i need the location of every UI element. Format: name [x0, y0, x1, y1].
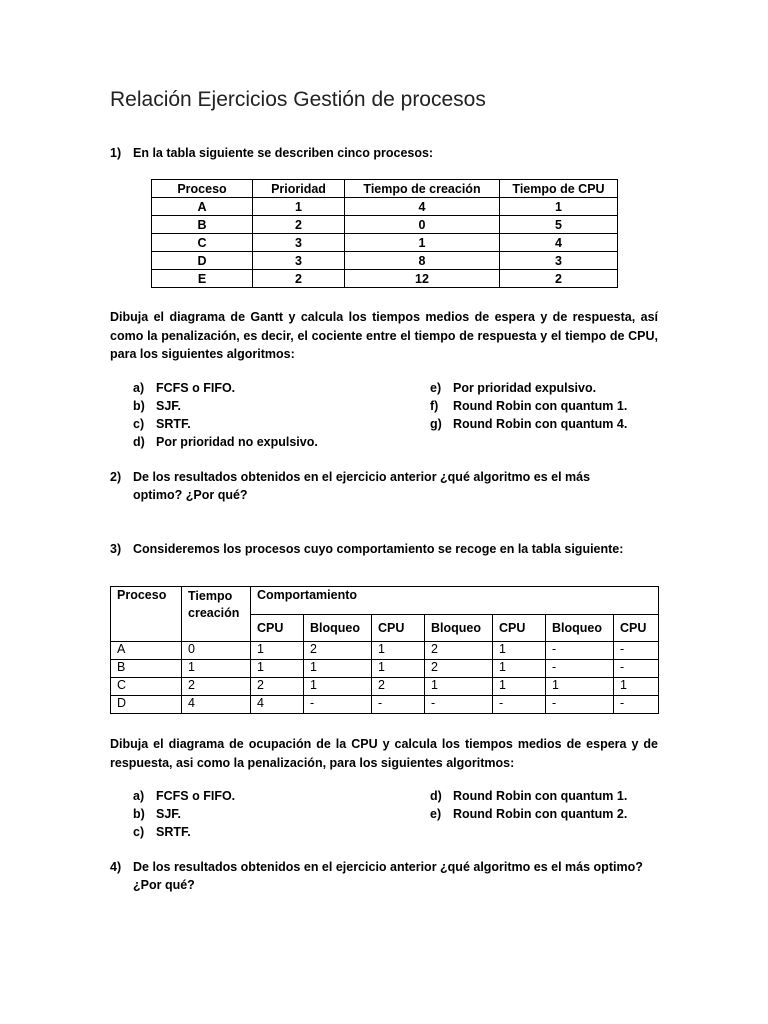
- table-cell: 4: [182, 696, 251, 714]
- question-4: [110, 858, 680, 894]
- table-cell: 3: [253, 234, 345, 252]
- header-cell: Tiempo de CPU: [500, 180, 618, 198]
- question-number: 2): [110, 470, 122, 484]
- header-cell-tiempo-creacion: [182, 587, 251, 642]
- list-text: Round Robin con quantum 1.: [453, 399, 628, 413]
- question-text: Consideremos los procesos cuyo comportamiento se recoge en la tabla siguiente:: [133, 542, 624, 556]
- list-label: g): [430, 417, 442, 431]
- question-1-instructions: Dibuja el diagrama de Gantt y calcula los tiempos medios de espera y de respuesta, así como la penalización, es decir, el cociente entre el tiempo de respuesta y el tiempo de CPU, para los siguientes algoritmos:: [110, 310, 658, 361]
- table-row: [152, 270, 618, 288]
- header-text: Tiempo: [188, 589, 233, 603]
- list-text: SRTF.: [156, 417, 191, 431]
- table-cell: 2: [182, 678, 251, 696]
- table-cell: -: [614, 642, 659, 660]
- list-label: f): [430, 399, 439, 413]
- table-cell: D: [152, 252, 253, 270]
- list-label: c): [133, 417, 145, 431]
- table-cell: 2: [372, 678, 425, 696]
- table-cell: 1: [425, 678, 493, 696]
- list-text: SRTF.: [156, 825, 191, 839]
- header-cell: CPU: [614, 615, 659, 642]
- table-cell: 1: [372, 660, 425, 678]
- table-row: [152, 216, 618, 234]
- question-number: 3): [110, 542, 122, 556]
- table-row: [111, 696, 659, 714]
- table-cell: 2: [253, 270, 345, 288]
- table-cell: 1: [304, 660, 372, 678]
- list-label: e): [430, 381, 442, 395]
- header-cell: Bloqueo: [546, 615, 614, 642]
- table-cell: -: [546, 642, 614, 660]
- header-cell: CPU: [372, 615, 425, 642]
- table-cell: -: [546, 696, 614, 714]
- question-1: [110, 144, 670, 162]
- table-cell: -: [425, 696, 493, 714]
- list-text: FCFS o FIFO.: [156, 789, 236, 803]
- header-cell: Bloqueo: [425, 615, 493, 642]
- list-text: Round Robin con quantum 1.: [453, 789, 628, 803]
- table-cell: 1: [345, 234, 500, 252]
- list-text: Por prioridad no expulsivo.: [156, 435, 318, 449]
- table-row: [111, 660, 659, 678]
- table-cell: 0: [345, 216, 500, 234]
- table-cell: -: [372, 696, 425, 714]
- header-cell: Tiempo de creación: [345, 180, 500, 198]
- header-cell: Proceso: [111, 587, 182, 642]
- header-cell: Prioridad: [253, 180, 345, 198]
- table-cell: 3: [253, 252, 345, 270]
- table-cell: 1: [253, 198, 345, 216]
- page-title: Relación Ejercicios Gestión de procesos: [110, 88, 486, 111]
- table-cell: 2: [251, 678, 304, 696]
- table-cell: 2: [304, 642, 372, 660]
- list-label: b): [133, 399, 145, 413]
- table-cell: A: [152, 198, 253, 216]
- question-number: 1): [110, 146, 122, 160]
- list-text: Por prioridad expulsivo.: [453, 381, 597, 395]
- table-cell: 1: [493, 660, 546, 678]
- table-cell: 2: [253, 216, 345, 234]
- list-text: SJF.: [156, 399, 182, 413]
- table-row: [152, 234, 618, 252]
- table-cell: 8: [345, 252, 500, 270]
- list-text: Round Robin con quantum 4.: [453, 417, 628, 431]
- table-cell: 1: [493, 678, 546, 696]
- table-cell: 4: [251, 696, 304, 714]
- table-cell: 1: [372, 642, 425, 660]
- table-row: [152, 198, 618, 216]
- list-text: SJF.: [156, 807, 182, 821]
- table-row: [152, 252, 618, 270]
- table-cell: 1: [614, 678, 659, 696]
- table-cell: 2: [425, 660, 493, 678]
- behaviour-table: [110, 586, 659, 714]
- table-cell: -: [546, 660, 614, 678]
- list-label: d): [430, 789, 442, 803]
- table-cell: 3: [500, 252, 618, 270]
- table-cell: 1: [500, 198, 618, 216]
- header-cell: Proceso: [152, 180, 253, 198]
- list-label: e): [430, 807, 442, 821]
- question-3: [110, 540, 670, 558]
- table-cell: 5: [500, 216, 618, 234]
- header-cell: Bloqueo: [304, 615, 372, 642]
- question-text-line-1: De los resultados obtenidos en el ejercicio anterior ¿qué algoritmo es el más: [133, 470, 591, 484]
- table-cell: 1: [182, 660, 251, 678]
- table-row: [111, 642, 659, 660]
- table-cell: 0: [182, 642, 251, 660]
- question-text-line-1: De los resultados obtenidos en el ejercicio anterior ¿qué algoritmo es el más optimo?: [133, 860, 643, 874]
- list-label: b): [133, 807, 145, 821]
- table-cell: 4: [500, 234, 618, 252]
- table-cell: 2: [500, 270, 618, 288]
- table-cell: 12: [345, 270, 500, 288]
- table-cell: 1: [493, 642, 546, 660]
- table-cell: B: [152, 216, 253, 234]
- table-cell: D: [111, 696, 182, 714]
- table-cell: -: [304, 696, 372, 714]
- table-row: [111, 678, 659, 696]
- table-cell: 4: [345, 198, 500, 216]
- question-text: En la tabla siguiente se describen cinco procesos:: [133, 146, 434, 160]
- table-cell: 1: [304, 678, 372, 696]
- question-2: [110, 468, 670, 504]
- list-text: FCFS o FIFO.: [156, 381, 236, 395]
- table-cell: B: [111, 660, 182, 678]
- header-cell: CPU: [251, 615, 304, 642]
- question-3-instructions: Dibuja el diagrama de ocupación de la CPU y calcula los tiempos medios de espera y de respuesta, asi como la penalización, para los siguientes algoritmos:: [110, 737, 658, 770]
- table-cell: 1: [251, 642, 304, 660]
- processes-table: [151, 179, 618, 288]
- table-cell: 2: [425, 642, 493, 660]
- table-cell: 1: [546, 678, 614, 696]
- table-cell: -: [614, 660, 659, 678]
- question-number: 4): [110, 860, 122, 874]
- list-label: a): [133, 789, 145, 803]
- table-header-row: [111, 587, 659, 615]
- table-header-row: [152, 180, 618, 198]
- table-cell: -: [614, 696, 659, 714]
- question-text-line-2: optimo? ¿Por qué?: [133, 488, 248, 502]
- list-label: c): [133, 825, 145, 839]
- table-cell: C: [152, 234, 253, 252]
- header-text: creación: [188, 606, 240, 620]
- table-cell: E: [152, 270, 253, 288]
- header-cell: CPU: [493, 615, 546, 642]
- list-label: d): [133, 435, 145, 449]
- header-cell: Comportamiento: [251, 587, 659, 615]
- list-text: Round Robin con quantum 2.: [453, 807, 628, 821]
- table-cell: C: [111, 678, 182, 696]
- table-cell: A: [111, 642, 182, 660]
- question-text-line-2: ¿Por qué?: [133, 878, 195, 892]
- list-label: a): [133, 381, 145, 395]
- table-cell: 1: [251, 660, 304, 678]
- table-cell: -: [493, 696, 546, 714]
